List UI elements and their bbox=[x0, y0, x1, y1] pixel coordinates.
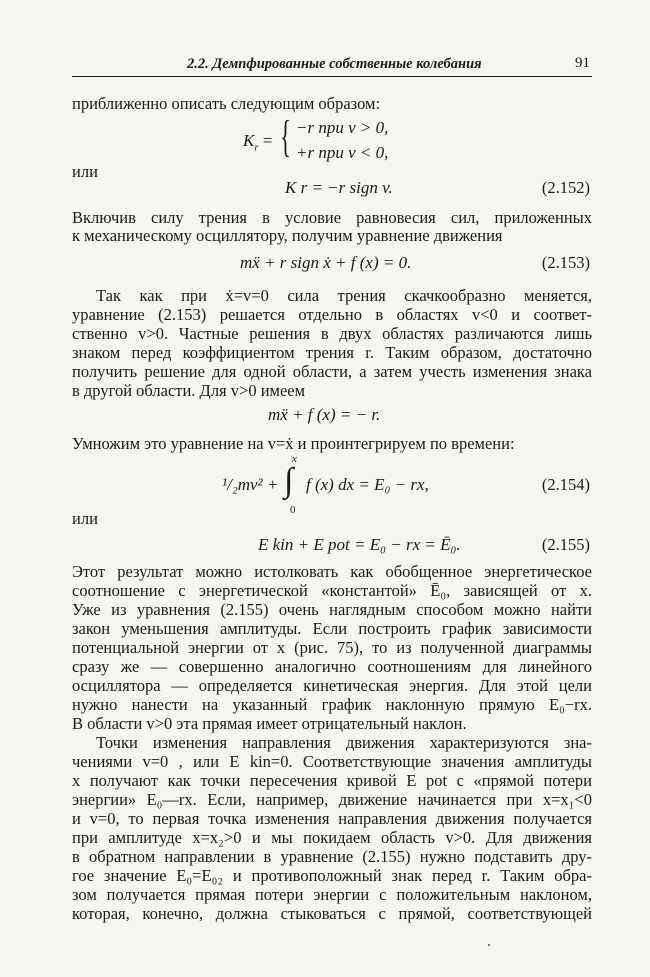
running-header-title: 2.2. Демпфированные собственные колебания bbox=[187, 56, 482, 72]
text-line: соотношение с энергетической «константой» Ē₀, зависящей от x. bbox=[72, 581, 592, 600]
text-line: гое значение E₀=E₀₂ и противоположный знак перед r. Таким обра- bbox=[72, 866, 592, 885]
text-line: x получают как точки пересечения кривой E pot с «прямой потери bbox=[72, 771, 592, 790]
text-line: ственно v>0. Частные решения в двух областях различаются лишь bbox=[72, 324, 592, 343]
equation-2-153: mẍ + r sign ẋ + f (x) = 0. bbox=[240, 253, 412, 272]
text-line: В области v>0 эта прямая имеет отрицательный наклон. bbox=[72, 714, 467, 733]
print-speck bbox=[488, 944, 490, 946]
equation-brace: { bbox=[280, 112, 291, 161]
text-line: энергии» E₀—rx. Если, например, движение начинается при x=x₁<0 bbox=[72, 790, 592, 809]
running-header bbox=[72, 52, 592, 77]
text-line: которая, конечно, должна стыковаться с прямой, соответствующей bbox=[72, 904, 592, 923]
text-line: закон уменьшения амплитуды. Если построить график зависимости bbox=[72, 619, 592, 638]
text-line: приближенно описать следующим образом: bbox=[72, 94, 381, 113]
equation-number: (2.152) bbox=[541, 178, 590, 197]
equation-number: (2.155) bbox=[541, 535, 590, 554]
text-line: сразу же — совершенно аналогично соотношениям для линейного bbox=[72, 657, 592, 676]
text-line: Умножим это уравнение на v=ẋ и проинтегрируем по времени: bbox=[72, 434, 515, 453]
text-line: в обратном направлении в уравнение (2.155) нужно подставить дру- bbox=[72, 847, 592, 866]
text-line: Точки изменения направления движения характеризуются зна- bbox=[96, 733, 592, 752]
equation-kr-lhs: $K_r$ = bbox=[243, 131, 273, 154]
equation-number: (2.153) bbox=[541, 253, 590, 272]
text-line: Уже из уравнения (2.155) очень наглядным способом можно найти bbox=[72, 600, 592, 619]
text-line: зом получается прямая потери энергии с положительным наклоном, bbox=[72, 885, 592, 904]
equation-kr-case-2: +r при v < 0, bbox=[296, 143, 389, 162]
equation-intermediate: mẍ + f (x) = − r. bbox=[268, 405, 381, 424]
text-line: в другой области. Для v>0 имеем bbox=[72, 381, 306, 400]
text-line: и v=0, то первая точка изменения направления движения получается bbox=[72, 809, 592, 828]
equation-number: (2.154) bbox=[541, 475, 590, 494]
text-line: при амплитуде x=x₂>0 и мы покидаем область v>0. Для движения bbox=[72, 828, 592, 847]
text-line: получить решение для одной области, а затем учесть изменения знака bbox=[72, 362, 592, 381]
text-line: уравнение (2.153) решается отдельно в областях v<0 и соответ- bbox=[72, 305, 592, 324]
equation-2-154-right: f (x) dx = E₀ − rx, bbox=[306, 475, 429, 494]
equation-2-152: K r = −r sign v. bbox=[285, 178, 393, 197]
text-line: Так как при ẋ=v=0 сила трения скачкообразно меняется, bbox=[96, 286, 592, 305]
equation-2-155: E kin + E pot = E₀ − rx = Ē₀. bbox=[258, 535, 461, 554]
text-line: чениями v=0 , или E kin=0. Соответствующие значения амплитуды bbox=[72, 752, 592, 771]
text-or: или bbox=[72, 162, 98, 181]
integral-lower-limit: 0 bbox=[290, 504, 296, 516]
text-line: Включив силу трения в условие равновесия сил, приложенных bbox=[72, 208, 592, 227]
text-line: нужно нанести на указанный график наклонную прямую E₀−rx. bbox=[72, 695, 592, 714]
integral-sign: ∫ bbox=[284, 462, 294, 499]
text-line: осциллятора — определяется кинетическая энергия. Для этой цели bbox=[72, 676, 592, 695]
text-line: знаком перед коэффициентом трения r. Таким образом, достаточно bbox=[72, 343, 592, 362]
integral-upper-limit: x bbox=[292, 453, 297, 465]
page-number: 91 bbox=[575, 55, 590, 71]
equation-2-154-left: ¹/₂mv² + bbox=[222, 475, 279, 494]
text-or: или bbox=[72, 509, 98, 528]
text-line: к механическому осциллятору, получим уравнение движения bbox=[72, 226, 503, 245]
equation-kr-case-1: −r при v > 0, bbox=[296, 118, 389, 137]
text-line: потенциальной энергии от x (рис. 75), то из полученной диаграммы bbox=[72, 638, 592, 657]
text-line: Этот результат можно истолковать как обобщенное энергетическое bbox=[72, 562, 592, 581]
